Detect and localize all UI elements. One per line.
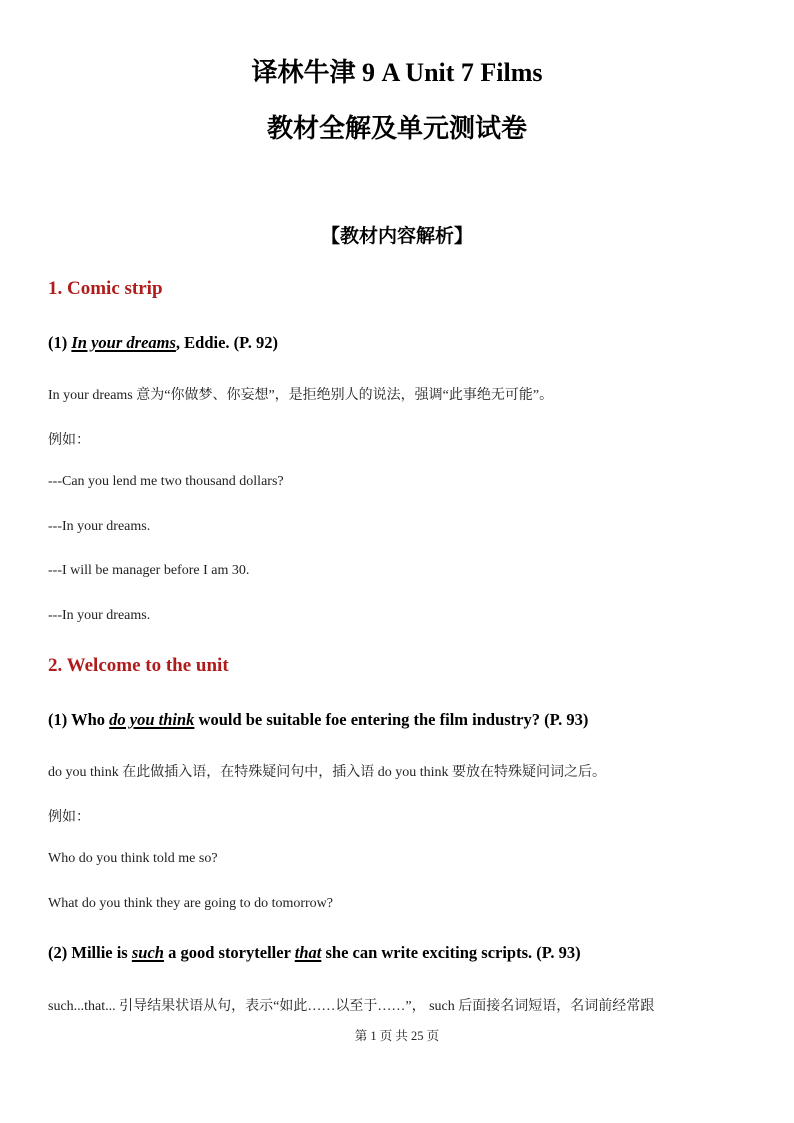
item-underlined-phrase: do you think [109,710,195,729]
section-2-explanation-2: such...that... 引导结果状语从句，表示“如此……以至于……”， such 后面接名词短语，名词前经常跟 [48,999,655,1014]
item-prefix: (1) [48,333,72,352]
section-1-example-2: ---In your dreams. [48,519,151,534]
item-suffix: would be suitable foe entering the film industry? (P. 93) [194,710,589,729]
section-2-item-1 [48,710,588,730]
section-2-example-2: What do you think they are going to do tomorrow? [48,896,333,911]
section-2-item-2 [48,943,581,963]
section-1-example-1: ---Can you lend me two thousand dollars? [48,474,284,489]
section-1-item-1 [48,333,278,353]
item-suffix: , Eddie. (P. 92) [175,333,278,352]
item-prefix: (2) Millie is [48,943,132,962]
document-title-line-2: 教材全解及单元测试卷 [266,114,527,143]
section-1-heading: 1. Comic strip [48,278,163,299]
section-1-example-3: ---I will be manager before I am 30. [48,563,250,578]
section-2-example-1: Who do you think told me so? [48,851,218,866]
item-underlined-phrase: In your dreams [71,333,176,352]
section-1-example-4: ---In your dreams. [48,608,151,623]
section-2-heading: 2. Welcome to the unit [48,655,229,676]
item-underlined-word-2: that [294,943,322,962]
item-suffix: she can write exciting scripts. (P. 93) [321,943,581,962]
item-underlined-word-1: such [131,943,164,962]
document-title-line-1: 译林牛津 9 A Unit 7 Films [251,58,543,87]
item-prefix: (1) Who [48,710,110,729]
item-middle: a good storyteller [163,943,295,962]
section-1-explanation: In your dreams 意为“你做梦、你妄想”，是拒绝别人的说法，强调“此事绝无可能”。 [48,388,554,403]
section-1-example-label: 例如： [48,433,90,448]
page-footer: 第 1 页 共 25 页 [354,1029,440,1043]
section-2-example-label: 例如： [48,810,90,825]
section-heading: 【教材内容解析】 [320,226,473,247]
section-2-explanation-1: do you think 在此做插入语，在特殊疑问句中，插入语 do you think 要放在特殊疑问词之后。 [48,765,607,780]
